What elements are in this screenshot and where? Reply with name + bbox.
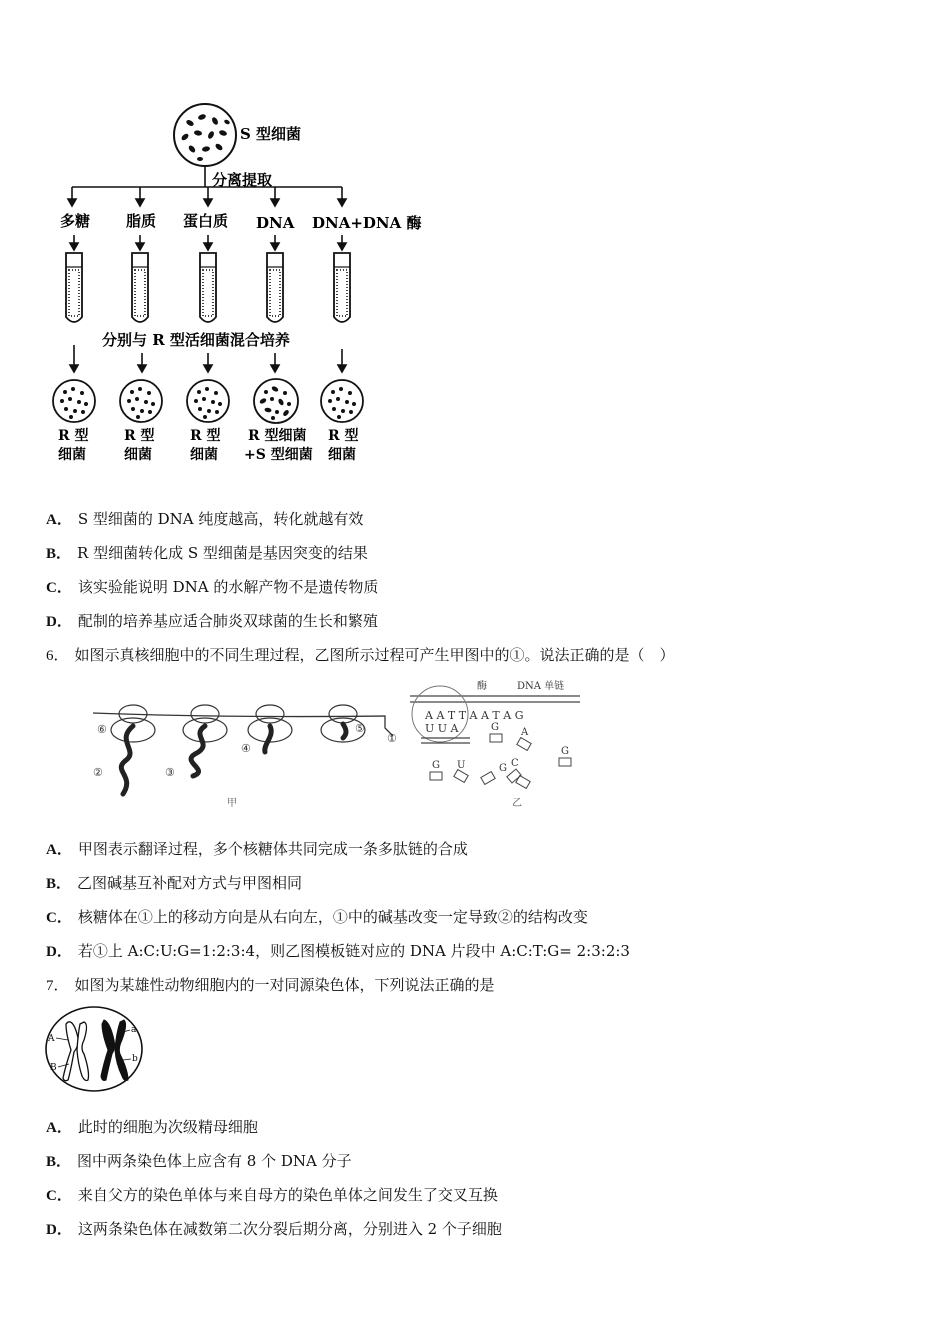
option-text: 若①上 A:C:U:G=1:2:3:4，则乙图模板链对应的 DNA 片段中 A:C:T:G= 2:3:2:3 — [77, 942, 630, 960]
result-label: R 型 — [58, 428, 89, 444]
q6-option-a — [46, 839, 468, 860]
s-bacteria-label: S 型细菌 — [240, 125, 302, 143]
test-tube — [334, 253, 350, 322]
q7-option-b — [46, 1151, 352, 1172]
q7-stem — [46, 975, 495, 996]
transcription-diagram — [410, 686, 580, 788]
homologous-chromosomes-figure — [44, 1004, 144, 1094]
nucleotide-label: C — [511, 758, 519, 769]
option-text: 该实验能说明 DNA 的水解产物不是遗传物质 — [77, 578, 379, 596]
nucleotide-label: G — [432, 760, 440, 771]
question-text: 如图示真核细胞中的不同生理过程，乙图所示过程可产生甲图中的①。说法正确的是（ ） — [74, 646, 675, 664]
component-label: 多糖 — [60, 212, 91, 230]
option-label: B． — [46, 1154, 72, 1170]
result-label: 细菌 — [190, 447, 218, 463]
s-bacteria-dish — [174, 104, 236, 166]
nucleotide-label: U — [457, 760, 466, 771]
option-label: A． — [46, 842, 72, 858]
option-label: D． — [46, 1222, 72, 1238]
option-label: D． — [46, 944, 72, 960]
nucleotide-label: G — [561, 746, 569, 757]
q6-option-d — [46, 941, 630, 962]
q6-stem — [46, 645, 675, 666]
gene-label: a — [131, 1025, 137, 1035]
option-label: D． — [46, 614, 72, 630]
question-number: 7． — [46, 978, 69, 994]
option-label: C． — [46, 580, 72, 596]
q7-option-c — [46, 1185, 498, 1206]
q6-option-b — [46, 873, 302, 894]
test-tube — [132, 253, 148, 322]
test-tube — [200, 253, 216, 322]
q5-option-c — [46, 577, 378, 598]
option-text: 乙图碱基互补配对方式与甲图相同 — [77, 874, 303, 892]
r-and-s-bacteria-dish — [254, 379, 298, 423]
option-text: 甲图表示翻译过程，多个核糖体共同完成一条多肽链的合成 — [77, 840, 468, 858]
extract-label: 分离提取 — [212, 171, 273, 189]
option-label: A． — [46, 1120, 72, 1136]
test-tube — [66, 253, 82, 322]
marker-label: ④ — [241, 742, 251, 755]
result-label: R 型 — [190, 428, 221, 444]
option-label: B． — [46, 876, 72, 892]
nucleotide-label: G — [499, 763, 507, 774]
figure-caption-jia: 甲 — [227, 798, 237, 809]
q6-option-c — [46, 907, 588, 928]
translation-transcription-figure — [85, 676, 585, 811]
result-label: R 型 — [328, 428, 359, 444]
option-text: S 型细菌的 DNA 纯度越高，转化就越有效 — [77, 510, 364, 528]
figure-caption-yi: 乙 — [512, 798, 522, 809]
q5-option-a — [46, 509, 363, 530]
q7-option-d — [46, 1219, 502, 1240]
mix-label: 分别与 R 型活细菌混合培养 — [102, 331, 290, 349]
enzyme-label: 酶 — [477, 681, 487, 692]
component-label: DNA+DNA 酶 — [312, 214, 422, 232]
gene-label: b — [132, 1054, 138, 1064]
component-label: 蛋白质 — [183, 212, 229, 230]
result-label: +S 型细菌 — [244, 447, 313, 463]
product-sequence: U U A — [425, 722, 459, 735]
nucleotide-label: G — [491, 722, 499, 733]
option-text: 图中两条染色体上应含有 8 个 DNA 分子 — [77, 1152, 352, 1170]
marker-label: ⑥ — [97, 723, 107, 736]
gene-label: A — [48, 1034, 55, 1044]
component-label: 脂质 — [126, 212, 157, 230]
nucleotide-label: A — [521, 727, 529, 738]
option-text: 来自父方的染色单体与来自母方的染色单体之间发生了交叉互换 — [77, 1186, 498, 1204]
r-bacteria-dish — [187, 380, 229, 422]
question-number: 6． — [46, 648, 69, 664]
result-label: 细菌 — [58, 447, 86, 463]
gene-label: B — [50, 1063, 57, 1073]
r-bacteria-dish — [120, 380, 162, 422]
q5-option-d — [46, 611, 378, 632]
option-text: 此时的细胞为次级精母细胞 — [77, 1118, 258, 1136]
transformation-experiment-figure — [40, 95, 430, 470]
result-label: R 型 — [124, 428, 155, 444]
option-label: C． — [46, 1188, 72, 1204]
marker-label: ③ — [165, 766, 175, 779]
marker-label: ⑤ — [355, 722, 365, 735]
result-label: R 型细菌 — [248, 428, 307, 444]
option-text: 这两条染色体在减数第二次分裂后期分离，分别进入 2 个子细胞 — [77, 1220, 502, 1238]
marker-label: ② — [93, 766, 103, 779]
option-text: R 型细菌转化成 S 型细菌是基因突变的结果 — [77, 544, 368, 562]
result-label: 细菌 — [328, 447, 356, 463]
q5-option-b — [46, 543, 368, 564]
dna-strand-label: DNA 单链 — [517, 681, 565, 692]
option-text: 配制的培养基应适合肺炎双球菌的生长和繁殖 — [77, 612, 378, 630]
r-bacteria-dish — [53, 380, 95, 422]
question-text: 如图为某雄性动物细胞内的一对同源染色体，下列说法正确的是 — [74, 976, 495, 994]
option-text: 核糖体在①上的移动方向是从右向左，①中的碱基改变一定导致②的结构改变 — [77, 908, 588, 926]
r-bacteria-dish — [321, 380, 363, 422]
test-tube — [267, 253, 283, 322]
option-label: A． — [46, 512, 72, 528]
component-label: DNA — [256, 214, 295, 232]
option-label: C． — [46, 910, 72, 926]
option-label: B． — [46, 546, 72, 562]
marker-label: ① — [387, 732, 397, 745]
template-sequence: A A T T A A T A G — [425, 709, 524, 722]
result-label: 细菌 — [124, 447, 152, 463]
q7-option-a — [46, 1117, 258, 1138]
